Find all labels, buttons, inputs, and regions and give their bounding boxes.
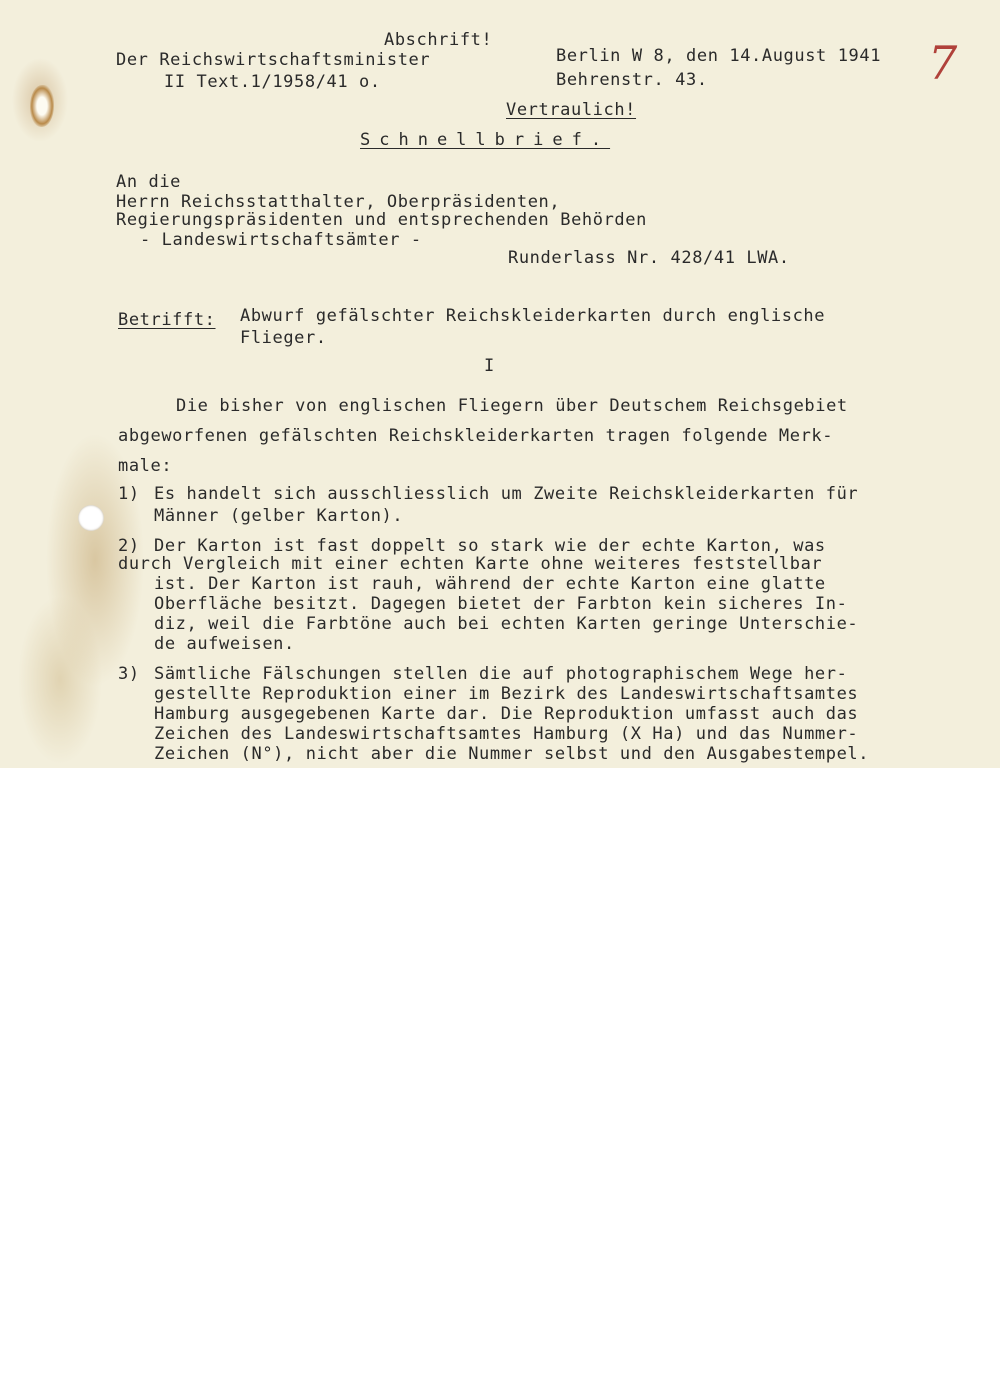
recipient-line: An die xyxy=(116,172,182,192)
intro-line: Die bisher von englischen Fliegern über Deutschem Reichsgebiet xyxy=(176,396,848,416)
item-line: Oberfläche besitzt. Dagegen bietet der Farbton kein sicheres In- xyxy=(154,594,848,614)
express-mark: Schnellbrief. xyxy=(360,130,611,150)
subject-line: Flieger. xyxy=(240,328,327,348)
item-line: Zeichen des Landeswirtschaftsamtes Hamburg (X Ha) und das Nummer- xyxy=(154,724,859,744)
item-line: Zeichen (N°), nicht aber die Nummer selbst und den Ausgabestempel. xyxy=(154,744,870,764)
subject-label: Betrifft: xyxy=(118,310,216,330)
subject-line: Abwurf gefälschter Reichskleiderkarten durch englische xyxy=(240,306,826,326)
item-number: 2) xyxy=(118,536,140,556)
intro-line: abgeworfenen gefälschten Reichskleiderkarten tragen folgende Merk- xyxy=(118,426,834,446)
recipient-line: Herrn Reichsstatthalter, Oberpräsidenten, xyxy=(116,192,561,212)
recipient-line: Regierungspräsidenten und entsprechenden Behörden xyxy=(116,210,647,230)
place-date: Berlin W 8, den 14.August 1941 xyxy=(556,46,882,66)
item-line: diz, weil die Farbtöne auch bei echten Karten geringe Unterschie- xyxy=(154,614,859,634)
street-address: Behrenstr. 43. xyxy=(556,70,708,90)
confidential-mark: Vertraulich! xyxy=(506,100,637,120)
recipient-line: - Landeswirtschaftsämter - xyxy=(140,230,422,250)
item-line: Der Karton ist fast doppelt so stark wie der echte Karton, was xyxy=(154,536,826,556)
item-line: de aufweisen. xyxy=(154,634,295,654)
item-line: ist. Der Karton ist rauh, während der echte Karton eine glatte xyxy=(154,574,826,594)
intro-line: male: xyxy=(118,456,173,476)
item-line: Männer (gelber Karton). xyxy=(154,506,404,526)
page-number: 7 xyxy=(928,36,958,90)
item-number: 3) xyxy=(118,664,140,684)
punch-hole xyxy=(78,505,104,531)
item-line: Sämtliche Fälschungen stellen die auf photographischem Wege her- xyxy=(154,664,848,684)
item-number: 1) xyxy=(118,484,140,504)
item-line: durch Vergleich mit einer echten Karte ohne weiteres feststellbar xyxy=(118,554,823,574)
sender: Der Reichswirtschaftsminister xyxy=(116,50,431,70)
circular-number: Runderlass Nr. 428/41 LWA. xyxy=(508,248,790,268)
item-line: gestellte Reproduktion einer im Bezirk des Landeswirtschaftsamtes xyxy=(154,684,859,704)
item-line: Es handelt sich ausschliesslich um Zweite Reichskleiderkarten für xyxy=(154,484,859,504)
reference-number: II Text.1/1958/41 o. xyxy=(164,72,381,92)
copy-mark: Abschrift! xyxy=(384,30,493,50)
burn-mark xyxy=(30,85,54,127)
section-number: I xyxy=(484,356,495,376)
item-line: Hamburg ausgegebenen Karte dar. Die Reproduktion umfasst auch das xyxy=(154,704,859,724)
